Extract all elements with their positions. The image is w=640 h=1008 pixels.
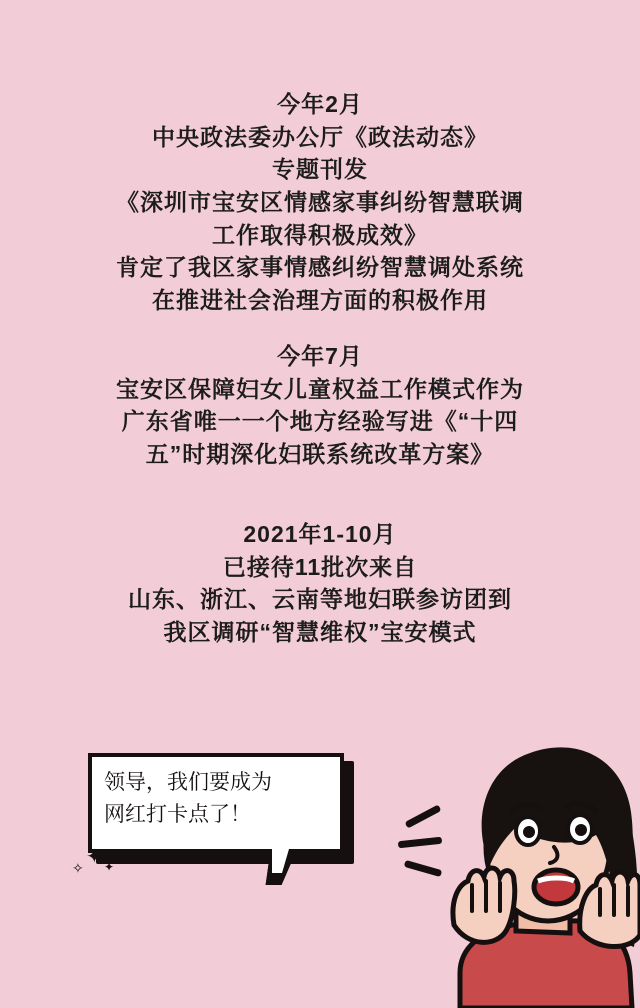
sparkle-icon: ✦ <box>104 860 115 874</box>
text-line: 中央政法委办公厅《政法动态》 <box>152 123 488 150</box>
text-block-2 <box>0 340 640 471</box>
text-line: 我区调研“智慧维权”宝安模式 <box>163 618 477 645</box>
text-line: 五”时期深化妇联系统改革方案》 <box>145 440 495 467</box>
text-line: 在推进社会治理方面的积极作用 <box>152 286 488 313</box>
comic-illustration <box>0 735 640 1008</box>
text-block-3 <box>0 518 640 649</box>
text-line: 今年7月 <box>277 343 363 369</box>
text-line: 工作取得积极成效》 <box>212 221 428 248</box>
speech-line: 网红打卡点了！ <box>104 802 251 826</box>
text-line: 今年2月 <box>277 91 363 117</box>
text-line: 已接待11批次来自 <box>222 553 418 580</box>
character-hand-left <box>453 868 515 942</box>
character-illustration <box>420 735 640 1008</box>
text-block-1 <box>0 88 640 317</box>
text-line: 2021年1-10月 <box>243 521 397 547</box>
speech-bubble-tail-inner <box>272 849 289 873</box>
speech-line: 领导，我们要成为 <box>104 771 272 794</box>
character-pupil-right <box>575 824 587 836</box>
speech-bubble-text <box>104 767 334 830</box>
text-line: 《深圳市宝安区情感家事纠纷智慧联调 <box>116 188 524 215</box>
sparkle-icon: ✦ <box>86 846 103 868</box>
text-line: 广东省唯一一个地方经验写进《“十四 <box>121 408 519 435</box>
character-mouth <box>534 870 578 904</box>
text-line: 肯定了我区家事情感纠纷智慧调处系统 <box>116 254 524 281</box>
sparkle-icon: ✧ <box>72 860 84 876</box>
text-line: 专题刊发 <box>272 156 368 183</box>
text-line: 山东、浙江、云南等地妇联参访团到 <box>128 586 512 613</box>
text-line: 宝安区保障妇女儿童权益工作模式作为 <box>116 375 524 402</box>
character-pupil-left <box>523 826 535 838</box>
